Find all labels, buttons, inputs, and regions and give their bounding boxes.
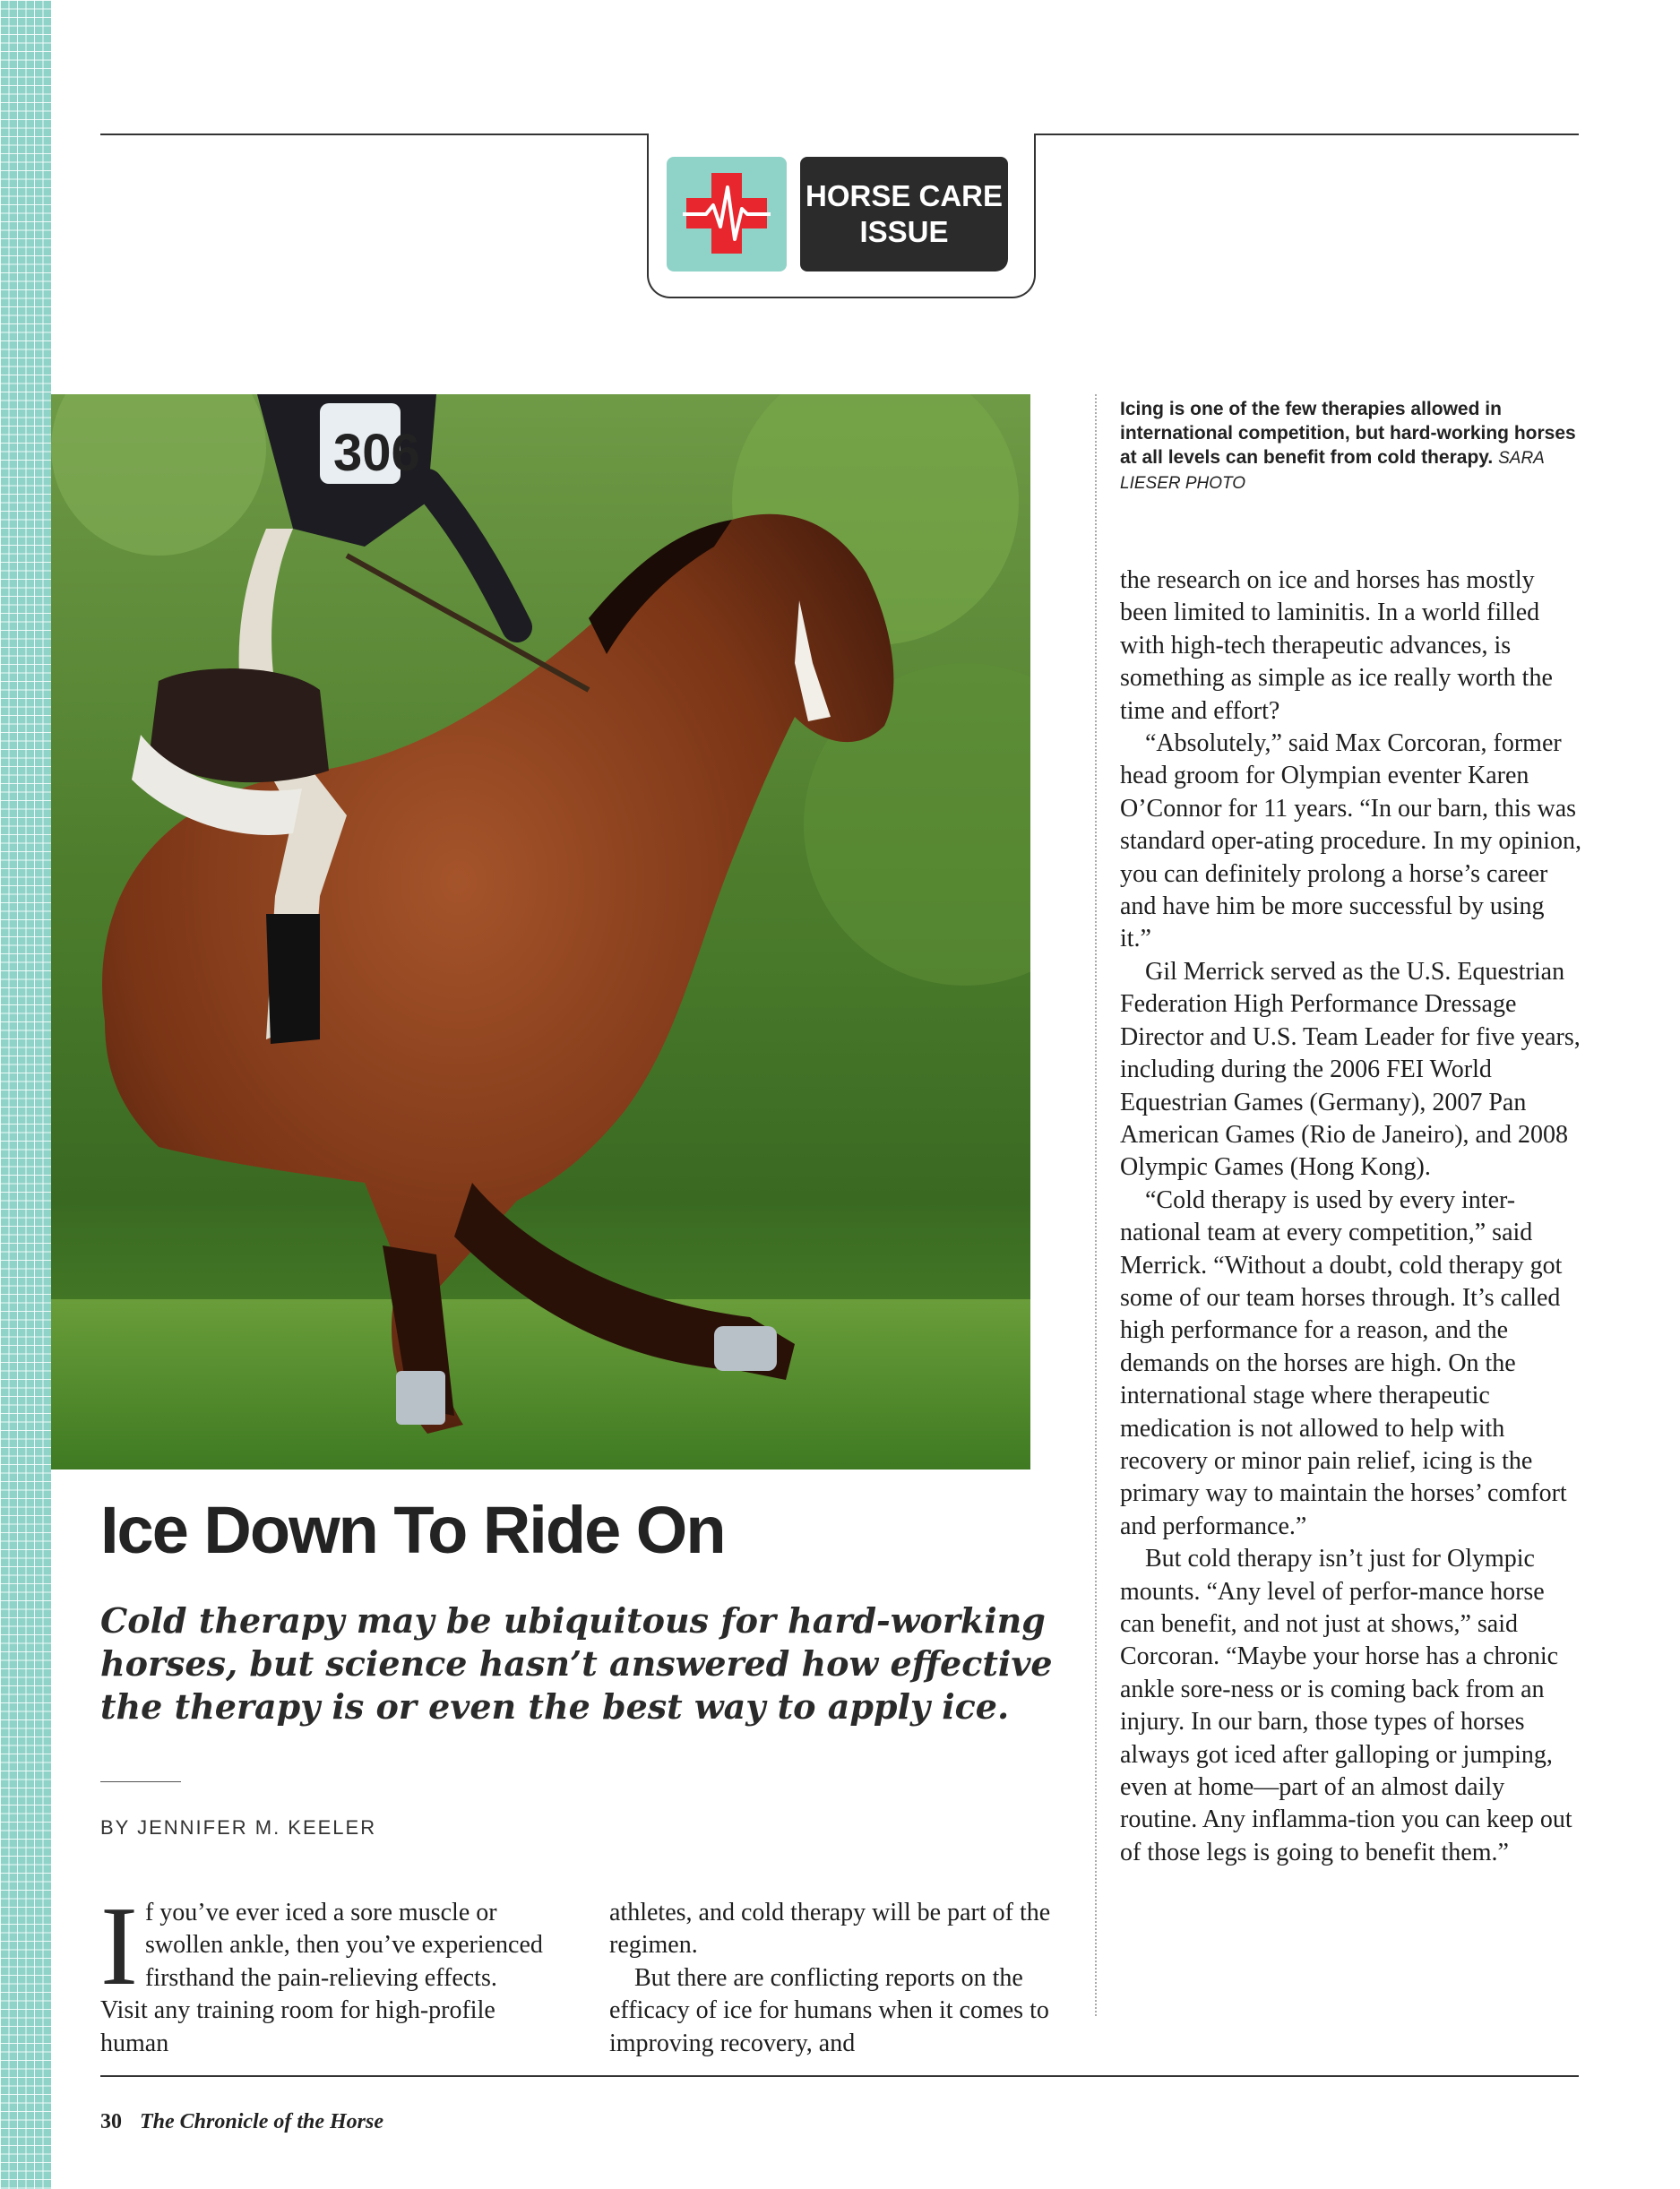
column-divider	[1095, 394, 1097, 2016]
paragraph: “Cold therapy is used by every inter-national team at every competition,” said Merrick. “Without a doubt, cold therapy got some of our team horses through. It’s called high performance for a reason, and the demands on the horses are high. On the international stage where therapeutic medication is not allowed to help with recovery or minor pain relief, icing is the primary way to maintain the horses’ comfort and performance.”	[1120, 1185, 1567, 1540]
photo-caption	[1120, 397, 1579, 496]
drop-cap: I	[100, 1884, 138, 2009]
section-badge-label	[800, 157, 1008, 271]
paragraph: But there are conflicting reports on the efficacy of ice for humans when it comes to improving recovery, and	[609, 1963, 1049, 2057]
page-footer	[100, 2110, 383, 2134]
article-headline: Ice Down To Ride On	[100, 1493, 725, 1567]
paragraph: Gil Merrick served as the U.S. Equestrian Federation High Performance Dressage Director and U.S. Team Leader for five years, including during the 2006 FEI World Equestrian Games (Germany), 2007 Pan American Games (Rio de Janeiro), and 2008 Olympic Games (Hong Kong).	[1120, 957, 1581, 1182]
byline: BY JENNIFER M. KEELER	[100, 1816, 377, 1839]
badge-line-1: HORSE CARE	[805, 179, 1004, 212]
paragraph: f you’ve ever iced a sore muscle or swollen ankle, then you’ve experienced firsthand the pain-relieving effects. Visit any training room for high-profile human	[100, 1899, 543, 2057]
body-column-1	[100, 1884, 548, 2060]
paragraph: athletes, and cold therapy will be part of the regimen.	[609, 1899, 1051, 1960]
paragraph: “Absolutely,” said Max Corcoran, former head groom for Olympian eventer Karen O’Connor for 11 years. “In our barn, this was standard oper-ating procedure. In my opinion, you can definitely prolong a horse’s career and have him be more successful by using it.”	[1120, 729, 1581, 953]
bottom-rule	[100, 2075, 1579, 2077]
medical-cross-heartbeat-icon	[667, 157, 787, 271]
body-column-3	[1120, 564, 1581, 1869]
body-column-2	[609, 1897, 1062, 2060]
publication-name: The Chronicle of the Horse	[140, 2110, 384, 2133]
badge-line-2: ISSUE	[859, 215, 949, 248]
article-dek: Cold therapy may be ubiquitous for hard-working horses, but science hasn’t answered how effective the therapy is or even the best way to apply ice.	[100, 1600, 1053, 1727]
photo-credit: SARA LIESER PHOTO	[1120, 449, 1545, 493]
paragraph: the research on ice and horses has mostly been limited to laminitis. In a world filled with high-tech therapeutic advances, is something as simple as ice really worth the time and effort?	[1120, 566, 1553, 725]
rider-bib-number: 306	[333, 424, 420, 482]
paragraph: But cold therapy isn’t just for Olympic mounts. “Any level of perfor-mance horse can benefit, and not just at shows,” said Corcoran. “Maybe your horse has a chronic ankle sore-ness or is coming back from an injury. In our barn, those types of horses always got iced after galloping or jumping, even at home—part of an almost daily routine. Any inflamma-tion you can keep out of those legs is going to benefit them.”	[1120, 1545, 1572, 1866]
page-number: 30	[100, 2110, 122, 2133]
caption-text: Icing is one of the few therapies allowed in international competition, but hard-working horses at all levels can benefit from cold therapy.	[1120, 399, 1576, 468]
decorative-grid-strip	[0, 0, 51, 2189]
byline-rule	[100, 1781, 181, 1782]
lead-photo	[51, 394, 1030, 1469]
